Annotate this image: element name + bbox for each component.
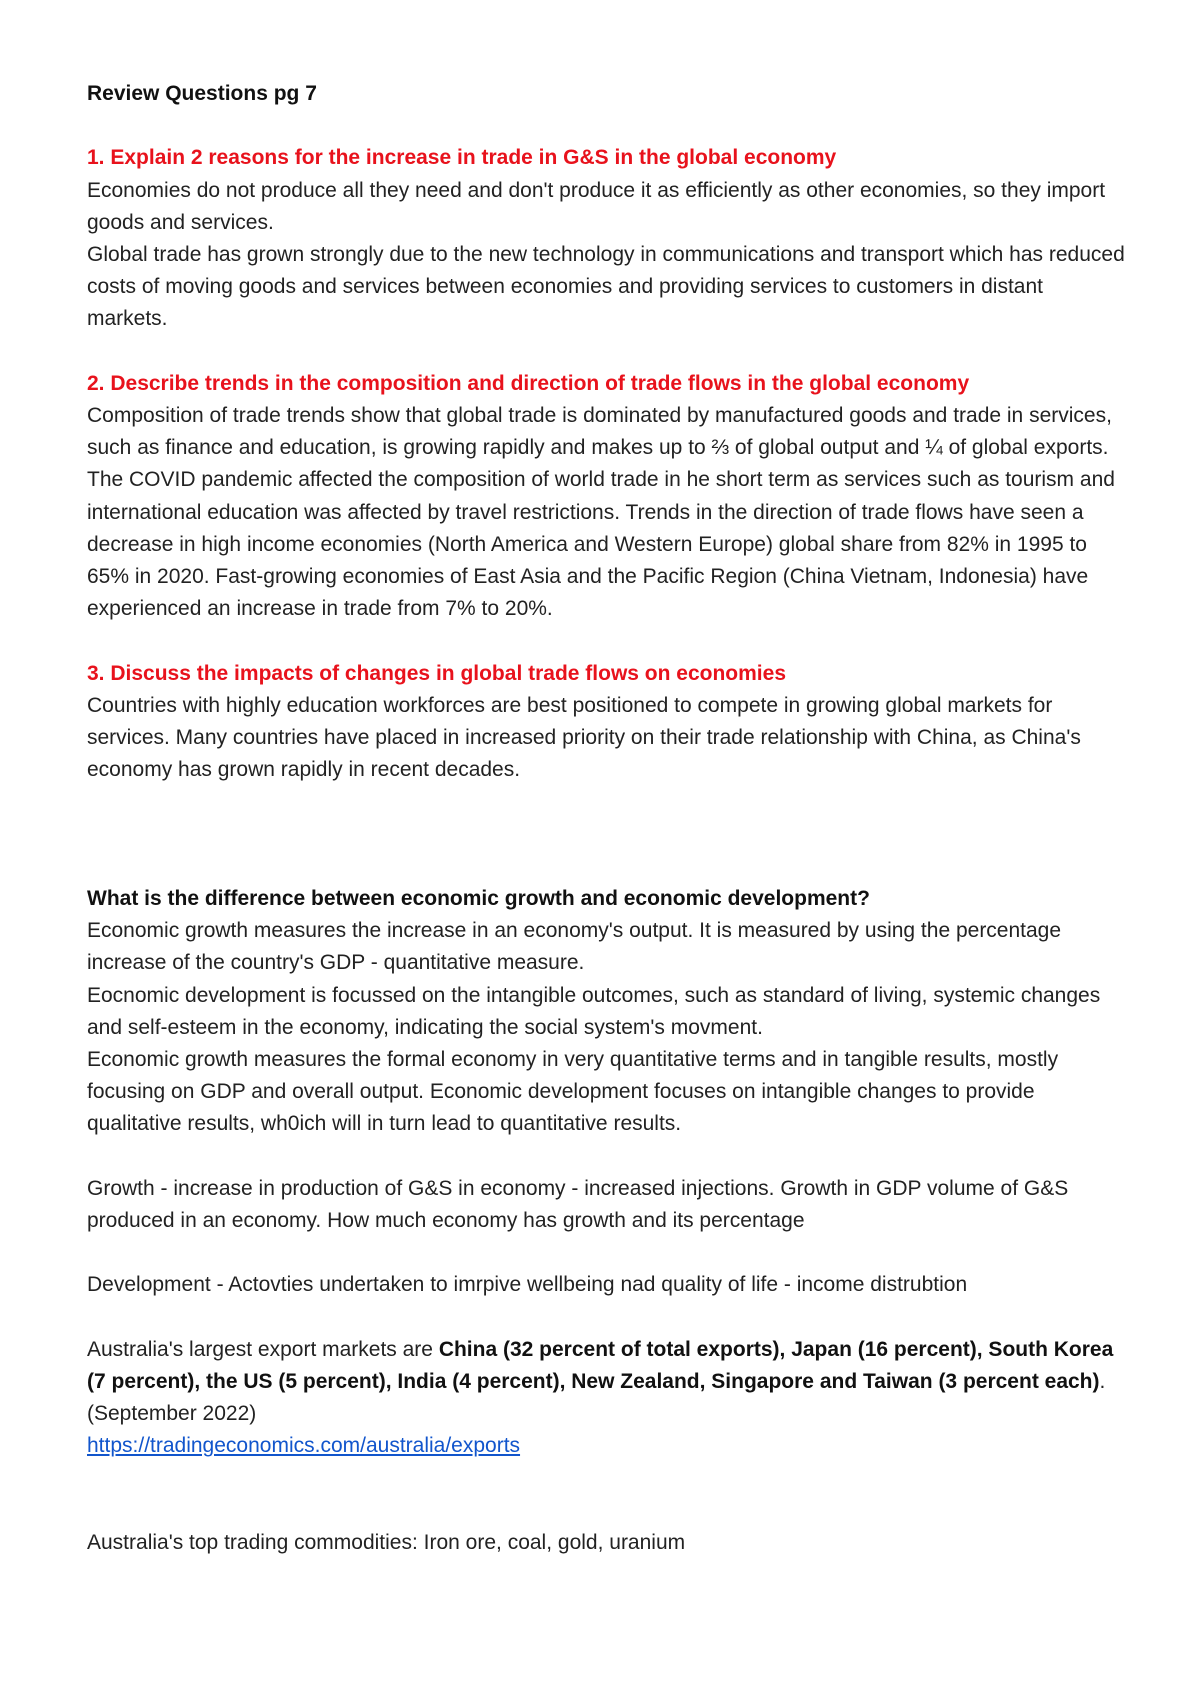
export-markets-intro: Australia's largest export markets are [87,1337,439,1361]
development-definition: Eocnomic development is focussed on the intangible outcomes, such as standard of living, systemic changes and self-esteem in the economy, indicating the social system's movment. [87,983,1101,1039]
development-note: Development - Actovties undertaken to imrpive wellbeing nad quality of life - income distrubtion [87,1273,968,1297]
question-3-heading: 3. Discuss the impacts of changes in global trade flows on economies [87,661,786,685]
review-title: Review Questions pg 7 [87,82,317,105]
growth-vs-development-heading: What is the difference between economic growth and economic development? [87,887,870,911]
question-1-heading: 1. Explain 2 reasons for the increase in trade in G&S in the global economy [87,146,837,170]
export-markets-list: China (32 percent of total exports), Japan (16 percent), South Korea (7 percent), the US (5 percent), India (4 percent), New Zealand, Singapore and Taiwan (3 percent each) [87,1337,1114,1394]
question-1-answer-p2: Global trade has grown strongly due to the new technology in communications and transport which has reduced costs of moving goods and services between economies and providing services to customers in distant markets. [87,243,1125,331]
document-page [87,78,1127,1559]
top-commodities: Australia's top trading commodities: Iron ore, coal, gold, uranium [87,1531,686,1555]
tradingeconomics-link[interactable]: https://tradingeconomics.com/australia/exports [87,1434,521,1458]
question-3-answer: Countries with highly education workforces are best positioned to compete in growing global markets for services. Many countries have placed in increased priority on their trade relationship with China, as China's economy has grown rapidly in recent decades. [87,693,1081,782]
growth-note: Growth - increase in production of G&S in economy - increased injections. Growth in GDP volume of G&S produced in an economy. How much economy has growth and its percentage [87,1176,1069,1233]
growth-definition: Economic growth measures the increase in an economy's output. It is measured by using the percentage increase of the country's GDP - quantitative measure. [87,919,1062,975]
growth-vs-development-comparison: Economic growth measures the formal economy in very quantitative terms and in tangible results, mostly focusing on GDP and overall output. Economic development focuses on intangible changes to provide qualitative results, wh0ich will in turn lead to quantitative results. [87,1048,1059,1136]
export-markets-paragraph [87,1334,1127,1431]
question-2-answer: Composition of trade trends show that global trade is dominated by manufactured goods and trade in services, such as finance and education, is growing rapidly and makes up to ⅔ of global output and ¼ of global exports. The COVID pandemic affected the composition of world trade in he short term as services such as tourism and international education was affected by travel restrictions. Trends in the direction of trade flows have seen a decrease in high income economies (North America and Western Europe) global share from 82% in 1995 to 65% in 2020. Fast-growing economies of East Asia and the Pacific Region (China Vietnam, Indonesia) have experienced an increase in trade from 7% to 20%. [87,404,1115,621]
question-1-answer-p1: Economies do not produce all they need and don't produce it as efficiently as other economies, so they import goods and services. [87,178,1106,234]
export-markets-date: . (September 2022) [87,1370,1106,1426]
question-2-heading: 2. Describe trends in the composition and direction of trade flows in the global economy [87,371,970,395]
